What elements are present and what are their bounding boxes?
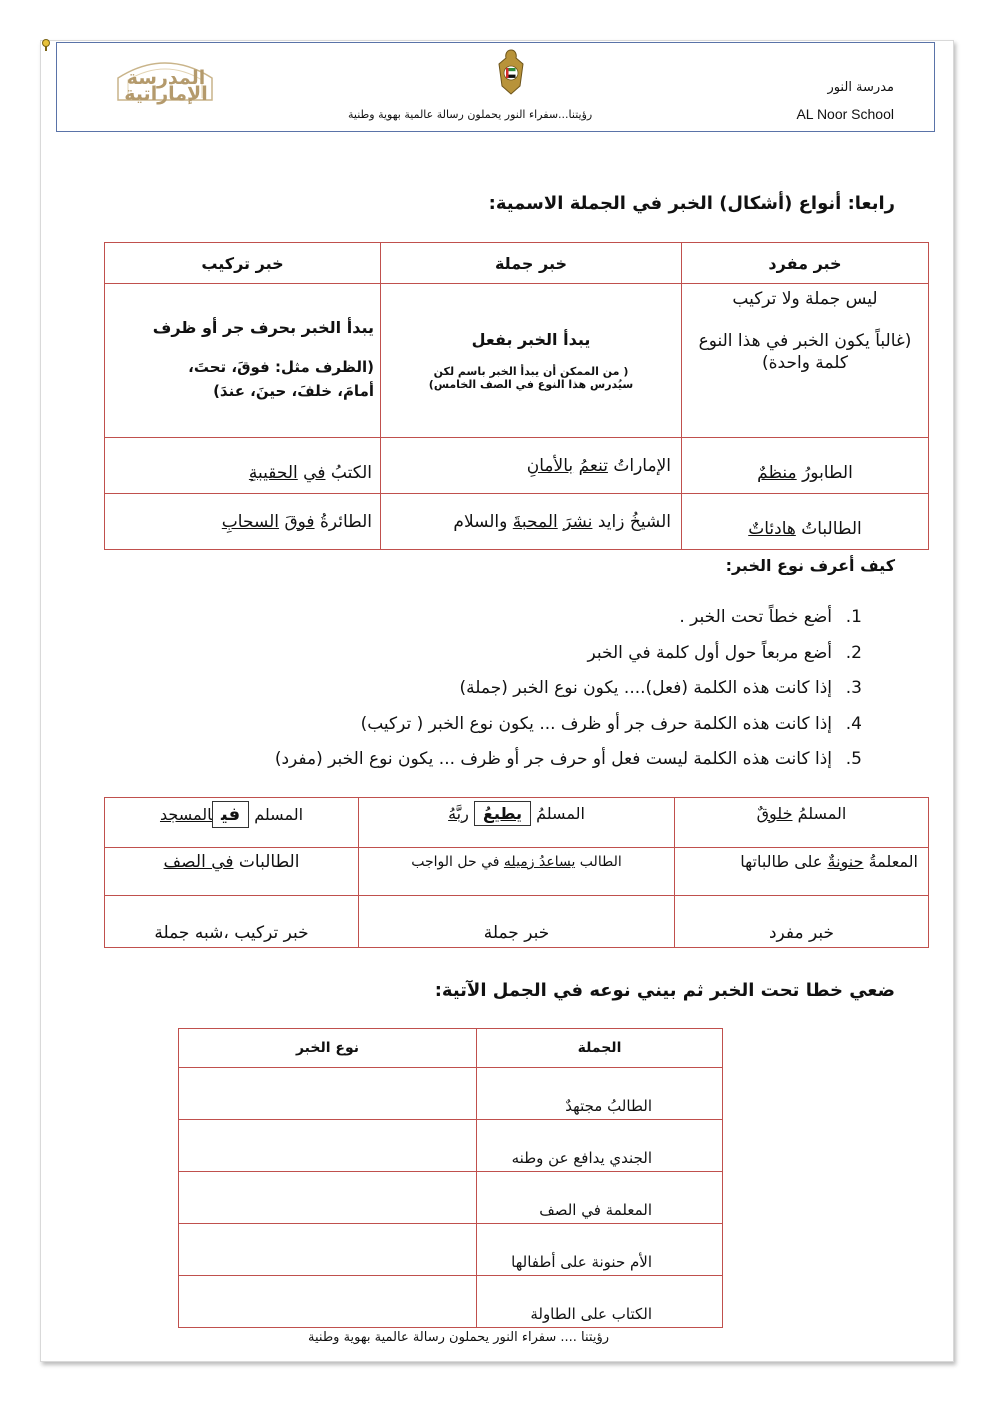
school-name-arabic: مدرسة النور: [827, 80, 894, 95]
list-item: 1. أضع خطاً تحت الخبر .: [679, 607, 862, 627]
mufrad-desc-line3: كلمة واحدة): [762, 353, 848, 373]
sentence-cell: الكتاب على الطاولة: [477, 1276, 723, 1328]
exercise-title: ضعي خطا تحت الخبر ثم بيني نوعه في الجمل الآتية:: [434, 980, 895, 1001]
sentence-cell: الأم حنونة على أطفالها: [477, 1224, 723, 1276]
school-name-english: AL Noor School: [796, 106, 894, 122]
sentence-cell: المعلمة في الصف: [477, 1172, 723, 1224]
jumla-description: [381, 284, 682, 438]
list-item: 2. أضع مربعاً حول أول كلمة في الخبر: [587, 642, 862, 663]
tarkib-desc-line2: (الظرف مثل: فوقَ، تحتَ،: [188, 358, 374, 376]
khabar-types-table: [104, 242, 929, 550]
col-sentence-header: الجملة: [477, 1029, 723, 1068]
list-item: 4. إذا كانت هذه الكلمة حرف جر أو ظرف ... يكون نوع الخبر ( تركيب): [360, 713, 862, 734]
label-jumla: خبر جملة: [359, 896, 675, 948]
pin-icon: [41, 38, 51, 52]
first-word-box: يطيعُ: [474, 801, 531, 826]
header-vision: رؤيتنا...سفراء النور يحملون رسالة عالمية بهوية وطنية: [348, 108, 593, 121]
label-tarkib: خبر تركيب ،شبه جملة: [105, 896, 359, 948]
how-to-title: كيف أعرف نوع الخبر:: [725, 556, 895, 575]
label-mufrad: خبر مفرد: [675, 896, 929, 948]
footer-vision: رؤيتنا .... سفراء النور يحملون رسالة عالمية بهوية وطنية: [308, 1330, 610, 1345]
jumla-desc-line1: يبدأ الخبر بفعل: [471, 330, 591, 349]
ex-jumla-2: الطالب يساعدُ زميله في حل الواجب: [359, 848, 675, 896]
col-type-header: نوع الخبر: [179, 1029, 477, 1068]
ex-tarkib-2: الطالبات في الصف: [105, 848, 359, 896]
answer-cell[interactable]: [179, 1068, 477, 1120]
logo-line-1: المدرسة: [126, 67, 206, 89]
example-tarkib-2: الطائرةُ فوقَ السحابِ: [105, 494, 381, 550]
answer-cell[interactable]: [179, 1276, 477, 1328]
steps-list: [275, 600, 862, 778]
list-item: 5. إذا كانت هذه الكلمة ليست فعل أو حرف جر أو ظرف ... يكون نوع الخبر (مفرد): [274, 749, 862, 769]
list-item: 3. إذا كانت هذه الكلمة (فعل).... يكون نوع الخبر (جملة): [459, 678, 862, 698]
answer-cell[interactable]: [179, 1172, 477, 1224]
school-logo-text: [112, 67, 220, 105]
example-tarkib-1: الكتبُ في الحقيبةِ: [105, 438, 381, 494]
examples-table: [104, 797, 929, 948]
col-tarkib-header: خبر تركيب: [105, 243, 381, 284]
col-jumla-header: خبر جملة: [381, 243, 682, 284]
mufrad-desc-line1: ليس جملة ولا تركيب: [732, 289, 878, 309]
example-jumla-1: الإماراتُ تنعمُ بالأمانِ: [381, 438, 682, 494]
example-mufrad-2: الطالباتُ هادئاتٌ: [682, 494, 929, 550]
mufrad-desc-line2: (غالباً يكون الخبر في هذا النوع: [698, 331, 912, 351]
logo-line-2: الإماراتية: [124, 83, 208, 105]
sentence-cell: الجندي يدافع عن وطنه: [477, 1120, 723, 1172]
tarkib-desc-line3: أمامَ، خلفَ، حينَ، عندَ): [213, 382, 374, 400]
first-word-box: في: [212, 801, 249, 828]
example-mufrad-1: الطابورُ منظمٌ: [682, 438, 929, 494]
section-title: رابعا: أنواع (أشكال) الخبر في الجملة الاسمية:: [488, 193, 895, 214]
tarkib-description: [105, 284, 381, 438]
mufrad-description: [682, 284, 929, 438]
jumla-desc-line3: سيُدرس هذا النوع في الصف الخامس): [428, 378, 634, 391]
sentence-cell: الطالبُ مجتهدٌ: [477, 1068, 723, 1120]
ex-jumla-1: المسلمُ يطيعُ ربَّهُ: [359, 798, 675, 848]
ex-tarkib-1: المسلم فيالمسجد: [105, 798, 359, 848]
ex-mufrad-1: المسلمُ خلوقٌ: [675, 798, 929, 848]
jumla-desc-line2: ( من الممكن أن يبدأ الخبر باسم لكن: [433, 365, 629, 378]
col-mufrad-header: خبر مفرد: [682, 243, 929, 284]
answer-cell[interactable]: [179, 1120, 477, 1172]
uae-emblem-icon: [495, 46, 527, 98]
tarkib-desc-line1: يبدأ الخبر بحرف جر أو ظرف: [152, 318, 374, 337]
example-jumla-2: الشيخُ زايد نشرَ المحبةَ والسلام: [381, 494, 682, 550]
exercise-table: [178, 1028, 723, 1328]
answer-cell[interactable]: [179, 1224, 477, 1276]
ex-mufrad-2: المعلمةُ حنونةٌ على طالباتها: [675, 848, 929, 896]
